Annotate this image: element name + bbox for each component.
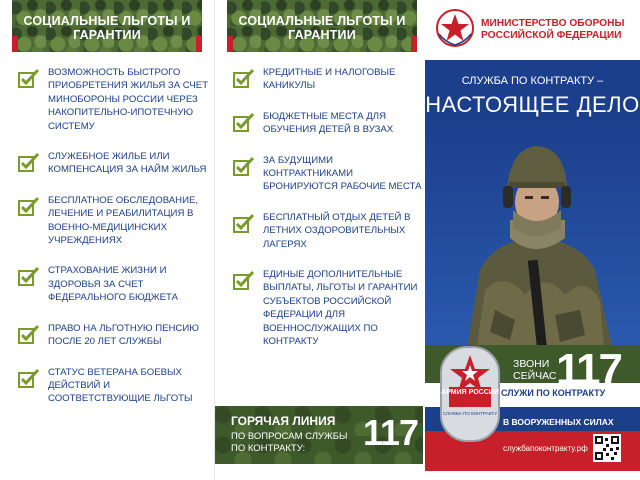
website-link[interactable]: службапоконтракту.рф [503,444,588,453]
checkmark-icon [233,156,255,176]
checkmark-icon [233,112,255,132]
benefit-text: БЕСПЛАТНЫЙ ОТДЫХ ДЕТЕЙ В ЛЕТНИХ ОЗДОРОВИТЕЛЬНЫХ ЛАГЕРЯХ [263,211,411,250]
checkmark-icon [233,270,255,290]
armed-forces-text: В ВООРУЖЕННЫХ СИЛАХ [503,417,614,427]
left-header-title: СОЦИАЛЬНЫЕ ЛЬГОТЫ И ГАРАНТИИ [23,14,191,42]
hotline-subtitle: ПО ВОПРОСАМ СЛУЖБЫ ПО КОНТРАКТУ: [231,431,348,454]
benefit-text: БЕСПЛАТНОЕ ОБСЛЕДОВАНИЕ, ЛЕЧЕНИЕ И РЕАБИЛИТАЦИЯ В ВОЕННО-МЕДИЦИНСКИХ УЧРЕЖДЕНИЯХ [48,194,199,247]
checkmark-icon [18,68,40,88]
mid-header-camo [227,0,417,52]
left-benefits-panel [0,0,211,480]
benefit-text: ВОЗМОЖНОСТЬ БЫСТРОГО ПРИОБРЕТЕНИЯ ЖИЛЬЯ ЗА СЧЕТ МИНОБОРОНЫ РОССИИ ЧЕРЕЗ НАКОПИТЕЛЬНО-ИПОТЕЧНУЮ СИСТЕМУ [48,67,209,132]
slogan-top: СЛУЖБА ПО КОНТРАКТУ – [461,75,604,87]
tag-contract-label: СЛУЖБА ПО КОНТРАКТУ [442,411,498,416]
ministry-name: МИНИСТЕРСТВО ОБОРОНЫ РОССИЙСКОЙ ФЕДЕРАЦИИ [481,18,625,41]
left-header-camo [12,0,202,52]
checkmark-icon [18,324,40,344]
benefit-text: БЮДЖЕТНЫЕ МЕСТА ДЛЯ ОБУЧЕНИЯ ДЕТЕЙ В ВУЗАХ [263,110,394,136]
mid-header-title: СОЦИАЛЬНЫЕ ЛЬГОТЫ И ГАРАНТИИ [238,14,406,42]
benefit-text: КРЕДИТНЫЕ И НАЛОГОВЫЕ КАНИКУЛЫ [263,67,396,92]
benefit-text: СТРАХОВАНИЕ ЖИЗНИ И ЗДОРОВЬЯ ЗА СЧЕТ ФЕДЕРАЛЬНОГО БЮДЖЕТА [48,265,178,304]
benefit-text: ЕДИНЫЕ ДОПОЛНИТЕЛЬНЫЕ ВЫПЛАТЫ, ЛЬГОТЫ И ГАРАНТИИ СУБЪЕКТОВ РОССИЙСКОЙ ФЕДЕРАЦИИ ДЛЯ ВОЕННОСЛУЖАЩИХ ПО КОНТРАКТУ [263,269,418,348]
service-contract-text: СЛУЖИ ПО КОНТРАКТУ [501,388,606,398]
benefit-text: ЗА БУДУЩИМИ КОНТРАКТНИКАМИ БРОНИРУЮТСЯ РАБОЧИЕ МЕСТА [263,154,422,193]
list-item [18,150,210,177]
hotline-bottom-stripe [215,464,423,480]
benefit-text: ПРАВО НА ЛЬГОТНУЮ ПЕНСИЮ ПОСЛЕ 20 ЛЕТ СЛУЖБЫ [48,322,199,348]
star-emblem-icon [435,8,475,48]
recruitment-cover-panel [425,0,640,480]
list-item [233,211,423,251]
checkmark-icon [233,68,255,88]
qr-code-icon[interactable] [593,434,621,462]
tag-army-label: АРМИЯ РОССИИ [441,389,499,396]
slogan-main: НАСТОЯЩЕЕ ДЕЛО [425,92,640,117]
hotline-number: 117 [363,412,419,453]
checkmark-icon [18,152,40,172]
mid-benefits-list [233,66,423,366]
left-benefits-list [18,66,210,423]
soldier-photo [425,120,640,360]
list-item [18,322,210,349]
checkmark-icon [233,213,255,233]
list-item [233,66,423,93]
benefit-text: СТАТУС ВЕТЕРАНА БОЕВЫХ ДЕЙСТВИЙ И СООТВЕТСТВУЮЩИЕ ЛЬГОТЫ [48,366,193,405]
ministry-header [425,0,640,60]
checkmark-icon [18,196,40,216]
checkmark-icon [18,266,40,286]
benefit-text: СЛУЖЕБНОЕ ЖИЛЬЕ ИЛИ КОМПЕНСАЦИЯ ЗА НАЙМ ЖИЛЬЯ [48,151,207,176]
checkmark-icon [18,368,40,388]
mid-benefits-panel [214,0,423,480]
list-item [233,110,423,137]
call-number: 117 [556,345,621,394]
list-item [18,366,210,406]
bottom-info-band [425,345,640,480]
hotline-title: ГОРЯЧАЯ ЛИНИЯ [231,414,336,428]
hotline-banner [215,406,423,464]
list-item [18,264,210,304]
list-item [18,66,210,133]
call-now-text: ЗВОНИ СЕЙЧАС [513,358,557,382]
list-item [233,268,423,348]
list-item [233,154,423,194]
list-item [18,194,210,248]
